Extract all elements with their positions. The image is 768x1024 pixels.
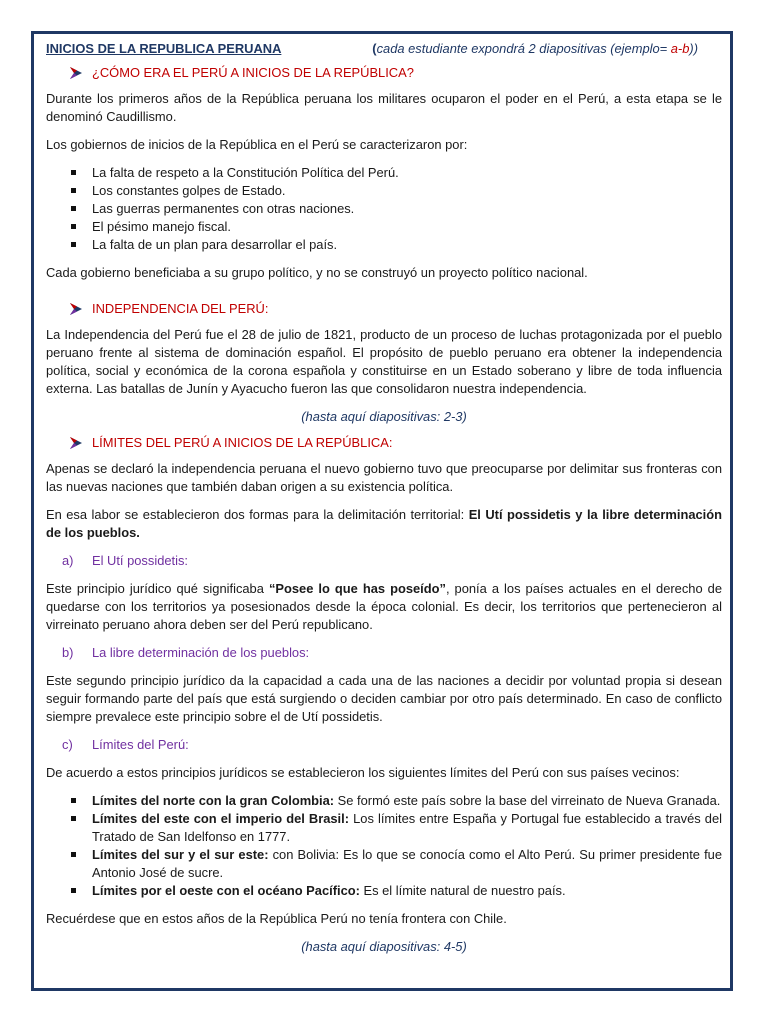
slides-note: (hasta aquí diapositivas: 2-3) [301,409,467,424]
subheading-c [62,736,722,754]
section-heading-text: INDEPENDENCIA DEL PERÚ: [92,301,269,316]
characteristics-list [46,164,722,254]
section-heading-text: LÍMITES DEL PERÚ A INICIOS DE LA REPÚBLICA: [92,435,393,450]
limit-text: con Bolivia: Es lo que se conocía como el Alto Perú. Su primer presidente fue Antonio José de sucre. [92,847,722,880]
list-item: Los constantes golpes de Estado. [46,182,722,200]
paragraph [46,506,722,542]
paragraph-text: En esa labor se establecieron dos formas para la delimitación territorial: [46,507,469,522]
subheading-title: La libre determinación de los pueblos: [92,645,310,660]
page-title: INICIOS DE LA REPUBLICA PERUANA [46,41,282,56]
subheading-letter: a) [62,553,74,568]
section-heading-text: ¿CÓMO ERA EL PERÚ A INICIOS DE LA REPÚBLICA? [92,65,414,80]
paragraph: De acuerdo a estos principios jurídicos se establecieron los siguientes límites del Perú con sus países vecinos: [46,765,680,780]
paragraph-text: Este principio jurídico qué significaba [46,581,269,596]
section-heading-2 [70,300,722,318]
subheading-letter: c) [62,737,73,752]
paragraph: Apenas se declaró la independencia peruana el nuevo gobierno tuvo que preocuparse por delimitar sus fronteras con las nuevas naciones que también daban origen a su existencia política. [46,461,722,494]
document-body [46,40,722,964]
note-close-paren: )) [689,41,698,56]
limit-label: Límites del este con el imperio del Brasil: [92,811,350,826]
subheading-letter: b) [62,645,74,660]
list-item: La falta de un plan para desarrollar el país. [46,236,722,254]
list-item [46,846,722,882]
paragraph: Durante los primeros años de la República peruana los militares ocuparon el poder en el Perú, a esta etapa se le denominó Caudillismo. [46,91,722,124]
limit-text: Los límites entre España y Portugal fue establecido a través del Tratado de San Idelfonso en 1777. [92,811,722,844]
list-item: Las guerras permanentes con otras naciones. [46,200,722,218]
paragraph: Recuérdese que en estos años de la República Perú no tenía frontera con Chile. [46,911,507,926]
subheading-title: Límites del Perú: [92,737,189,752]
header-note [372,40,698,58]
subheading-title: El Utí possidetis: [92,553,189,568]
paragraph: La Independencia del Perú fue el 28 de julio de 1821, producto de un proceso de luchas protagonizada por el pueblo peruano frente al sistema de dominación español. El propósito de pueblo peruano era obtener la independencia política, social y económica de la corona española y constituirse en un Estado soberano y libre de toda influencia externa. Las batallas de Junín y Ayacucho fueron las que consolidaron nuestra independencia. [46,327,722,396]
paragraph: Los gobiernos de inicios de la República en el Perú se caracterizaron por: [46,137,468,152]
note-open-paren: ( [372,41,377,56]
paragraph-bold: El Utí possidetis y la libre determinación de los pueblos. [46,507,723,540]
limits-list [46,792,722,900]
limit-label: Límites del norte con la gran Colombia: [92,793,335,808]
document-header [46,40,722,58]
list-item: El pésimo manejo fiscal. [46,218,722,236]
paragraph [46,580,722,634]
subheading-b [62,644,722,662]
limit-text: Se formó este país sobre la base del virreinato de Nueva Granada. [334,793,721,808]
limit-text: Es el límite natural de nuestro país. [359,883,566,898]
section-heading-3 [70,434,722,452]
limit-label: Límites por el oeste con el océano Pacífico: [92,883,360,898]
paragraph-text: , ponía a los países actuales en el derecho de quedarse con los territorios ya posesionados desde la época colonial. Es decir, los territorios que pertenecieron al virreinato peruano ahora deben ser del Perú republicano. [46,581,722,632]
paragraph-bold: “Posee lo que has poseído” [268,581,446,596]
arrow-bullet-icon [70,437,82,449]
paragraph: Este segundo principio jurídico da la capacidad a cada una de las naciones a decidir por voluntad propia si desean seguir formando parte del país que está surgiendo o deciden cambiar por otro país determinado. En caso de conflicto siempre prevalece este principio sobre el de Utí possidetis. [46,673,722,724]
arrow-bullet-icon [70,67,82,79]
section-heading-1 [70,64,722,82]
arrow-bullet-icon [70,303,82,315]
note-example: a-b [670,41,690,56]
list-item [46,792,722,810]
list-item: La falta de respeto a la Constitución Política del Perú. [46,164,722,182]
list-item [46,810,722,846]
limit-label: Límites del sur y el sur este: [92,847,269,862]
subheading-a [62,552,722,570]
note-text: cada estudiante expondrá 2 diapositivas (ejemplo= [376,41,671,56]
list-item [46,882,722,900]
slides-note: (hasta aquí diapositivas: 4-5) [301,939,467,954]
paragraph: Cada gobierno beneficiaba a su grupo político, y no se construyó un proyecto político nacional. [46,265,588,280]
